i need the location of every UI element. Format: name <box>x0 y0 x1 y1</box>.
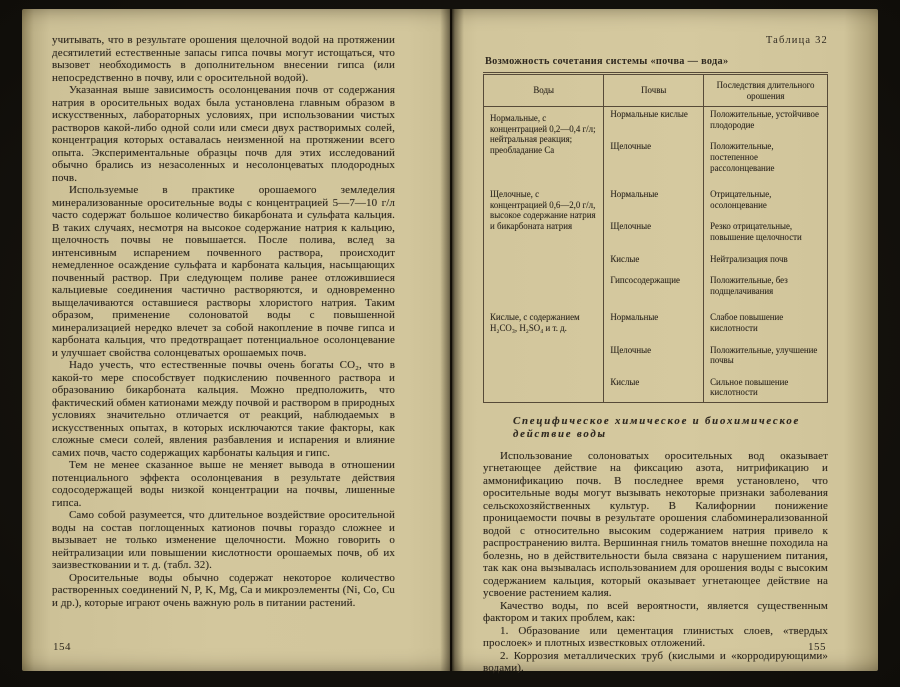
right-page <box>452 9 878 675</box>
effect-cell: Сильное повышение кислотности <box>704 370 828 403</box>
soil-cell: Щелочные <box>604 134 704 177</box>
page-number: 155 <box>808 641 826 653</box>
right-page-text <box>483 450 828 675</box>
soil-cell: Нормальные <box>604 300 704 337</box>
effect-cell: Слабое повышение кислотности <box>704 300 828 337</box>
section-heading: Специфическое химическое и биохимическое действие воды <box>513 414 801 441</box>
right-page-content <box>483 29 828 675</box>
soil-cell: Нормальные кислые <box>604 107 704 135</box>
paragraph: Тем не менее сказанное выше не меняет вывода в отношении потенциального эффекта осолонцевания в результате действия содосодержащей воды низкой концентрации на почвы, лишенные гипса. <box>52 459 395 509</box>
paragraph: Использование солоноватых оросительных вод оказывает угнетающее действие на фиксацию азота, нитрификацию и аммонификацию почв. В последнее время установлено, что оросительные воды могут вызывать некоторые признаки заболевания сельскохозяйственных культур. В Калифорнии понижение проницаемости почвы в результате орошения слабоминерализованной водой с относительно высоким содержанием натрия привело к распространению вилта. Вершинная гниль томатов внешне походила на болезнь, но в действительности была связана с нарушением питания, так как она вызывалась использованием для орошения воды с высоким содержанием кальция, который оказывает угнетающее действие на усвоение растением калия. <box>483 449 828 600</box>
effect-cell: Положительные, улучшение почвы <box>704 338 828 370</box>
effect-cell: Положительные, устойчивое плодородие <box>704 107 828 135</box>
table-row <box>484 107 828 135</box>
left-page-text <box>52 34 395 609</box>
left-page <box>22 9 450 671</box>
paragraph: Указанная выше зависимость осолонцевания почв от содержания натрия в оросительных водах была установлена главным образом в искусственных, лабораторных условиях, при использовании чистых растворов какой-либо одной соли или смеси двух растворимых солей, концентрация которых оставалась неизменной на протяжении всего опыта. Экспериментальные образцы почв для этих исследований обычно брались из незасоленных и несолонцеватых плодородных почв. <box>52 84 395 184</box>
table-label: Таблица 32 <box>765 35 828 46</box>
list-item: 2. Коррозия металлических труб (кислыми и «корродирующими» водами). <box>483 649 828 675</box>
table-header-row <box>484 74 828 107</box>
effect-cell: Нейтрализация почв <box>704 247 828 269</box>
page-number: 154 <box>53 641 71 653</box>
soil-water-table <box>483 72 828 403</box>
paragraph: Используемые в практике орошаемого земледелия минерализованные оросительные воды с концентрацией 5—7—10 г/л часто содержат большое количество бикарбоната и сульфата кальция. В таких случаях, несмотря на высокое содержание натрия к кальцию, щелочность почвы не повышается. После полива, вслед за интенсивным испарением почвенного раствора, происходит немедленное осаждение сульфата и карбоната кальция, насыщающих почвенный раствор. При следующем поливе ранее отложившиеся кальциевые соединения частично растворяются, и одновременно выщелачиваются оставшиеся растворы хлористого натрия. Таким образом, применение солоноватой воды с повышенной минерализацией нередко влечет за собой накопление в почве гипса и карбоната кальция, что предотвращает потенциальное осолонцевание и улучшает свойства солонцеватых орошаемых почв. <box>52 184 395 359</box>
soil-cell: Щелочные <box>604 214 704 246</box>
soil-cell: Нормальные <box>604 177 704 214</box>
effect-cell: Отрицательные, осолонцевание <box>704 177 828 214</box>
table-header-cell: Последствия длительного орошения <box>704 74 828 107</box>
effect-cell: Положительные, без подщелачивания <box>704 268 828 300</box>
paragraph: Качество воды, по всей вероятности, является существенным фактором и таких проблем, как: <box>483 599 828 625</box>
water-cell: Кислые, с содержанием H₂CO₃, H₂SO₄ и т. д. <box>484 300 604 402</box>
soil-cell: Щелочные <box>604 338 704 370</box>
soil-cell: Кислые <box>604 370 704 403</box>
soil-cell: Гипсосодержащие <box>604 268 704 300</box>
effect-cell: Положительные, постепенное рассолонцевание <box>704 134 828 177</box>
table-row <box>484 300 828 337</box>
table-header-cell: Воды <box>484 74 604 107</box>
water-cell: Щелочные, с концентрацией 0,6—2,0 г/л, высокое содержание натрия и бикарбоната натрия <box>484 177 604 300</box>
effect-cell: Резко отрицательные, повышение щелочности <box>704 214 828 246</box>
soil-cell: Кислые <box>604 247 704 269</box>
water-cell: Нормальные, с концентрацией 0,2—0,4 г/л; нейтральная реакция; преобладание Ca <box>484 107 604 177</box>
list-item: 1. Образование или цементация глинистых слоев, «твердых прослоек» и плотных известковых отложений. <box>483 624 828 650</box>
table-row <box>484 177 828 214</box>
paragraph: Оросительные воды обычно содержат некоторое количество растворенных соединений N, P, K, Mg, Ca и микроэлементы (Ni, Co, Cu и др.), которые играют очень важную роль в питании растений. <box>52 571 396 609</box>
paragraph: учитывать, что в результате орошения щелочной водой на протяжении десятилетий естественные запасы гипса почвы могут истощаться, что вызовет необходимость в дополнительном внесении гипса (или непосредственно в почву, или с оросительной водой). <box>52 34 395 84</box>
paragraph: Надо учесть, что естественные почвы очень богаты CO₂, что в какой-то мере способствует подкислению почвенного раствора и образованию бикарбоната кальция. Можно предположить, что фактический обмен катионами между почвой и раствором в природных условиях значительно отличается от реакций, наблюдаемых в искусственных опытах, в которых исключаются такие факторы, как сложные смеси солей, явления разбавления и испарения и влияние самих почв, часто содержащих карбонаты кальция и гипс. <box>52 359 395 459</box>
table-title: Возможность сочетания системы «почва — вода» <box>485 56 729 67</box>
table-header-cell: Почвы <box>604 74 704 107</box>
paragraph: Само собой разумеется, что длительное воздействие оросительной воды на состав поглощенных катионов почвы гораздо сложнее и вызывает не только изменение щелочности. Можно говорить о нейтрализации или повышении кислотности орошаемых почв, об их заизвестковании и т. д. (табл. 32). <box>52 509 395 571</box>
